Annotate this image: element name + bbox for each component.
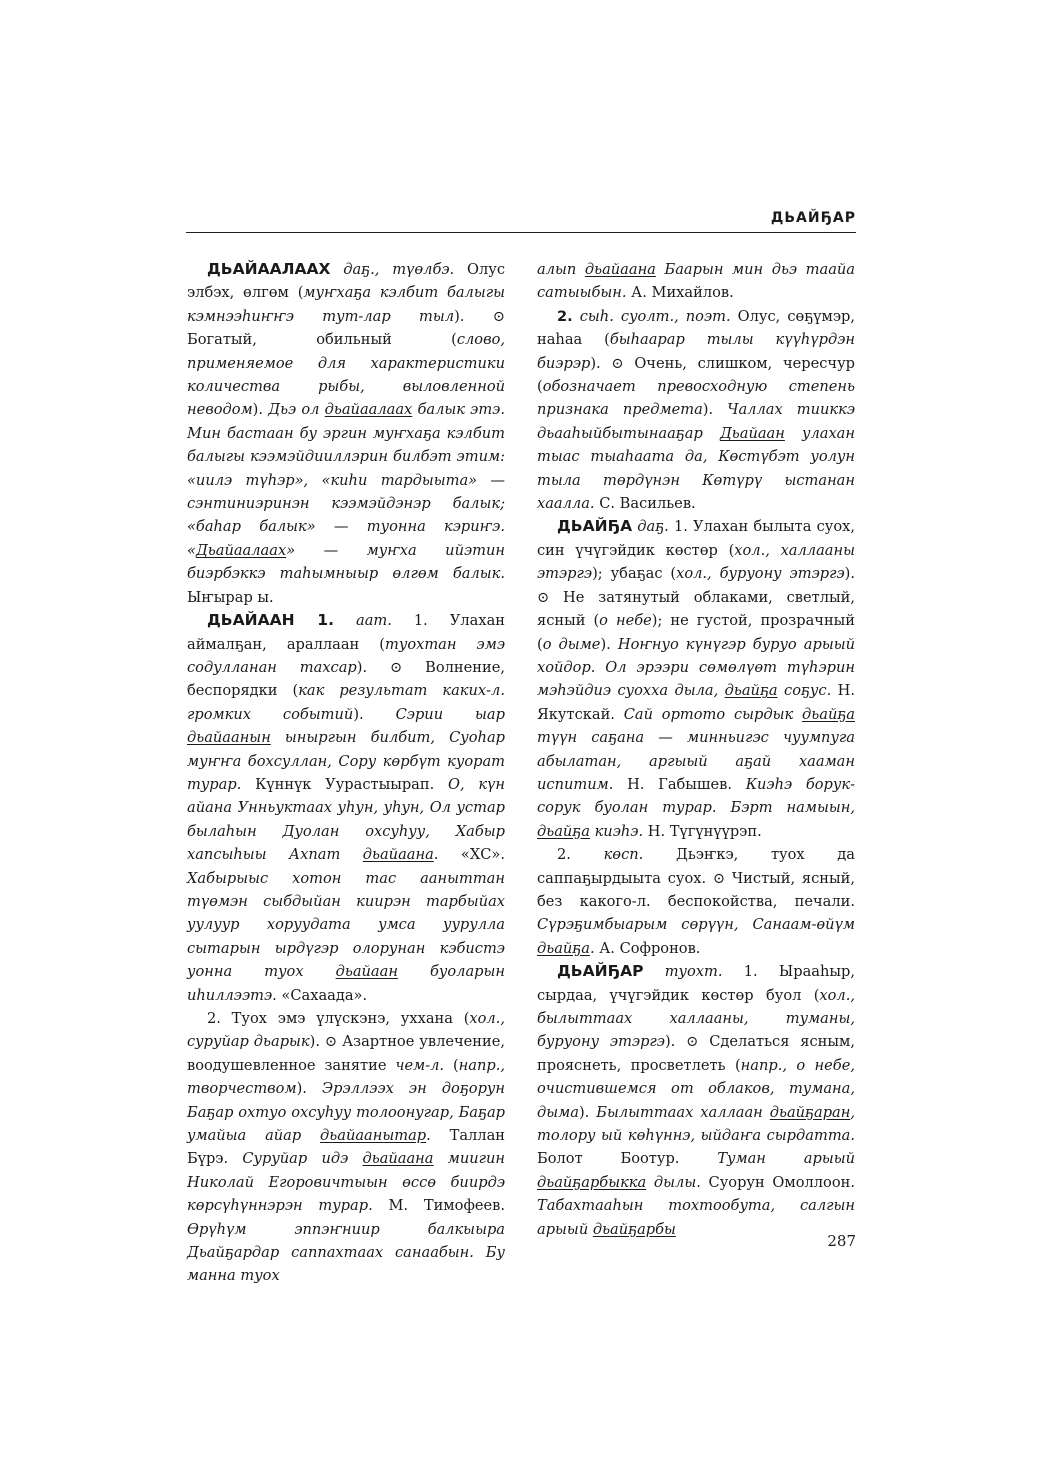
italic-text: ыныргын билбит, Суоһар муҥҥа бохсуллан, Сору көрбүт куорат турар.	[187, 729, 505, 793]
example-word: дьайаан	[335, 963, 398, 981]
text-run: ); убаҕас (	[592, 565, 677, 583]
example-word: дьайаана	[362, 846, 434, 864]
entry-paragraph	[537, 258, 855, 305]
left-column	[187, 258, 505, 1288]
text-run: Олус элбэх, өлгөм (	[187, 261, 505, 302]
italic-text: слово, применяемое для характеристики количества рыбы, выловленной неводом	[187, 331, 505, 419]
text-run: 1. Улахан былыта суох, син үчүгэйдик көстөр (	[537, 518, 855, 559]
italic-text: Сүрэҕимбыарым сөрүүн, Санаам-өйүм	[537, 916, 855, 934]
text-run: Болот Боотур.	[537, 1150, 718, 1168]
entry-paragraph	[187, 1007, 505, 1288]
example-word: дьайҕарбыкка	[537, 1173, 647, 1191]
entry-paragraph	[537, 305, 855, 516]
italic-text: , толору ый көһүннэ, ыйдаҥа сырдатта.	[537, 1103, 855, 1145]
text-run: М. Тимофеев.	[372, 1197, 505, 1215]
entry-paragraph	[537, 960, 855, 1241]
text-run: С. Васильев.	[594, 495, 696, 513]
italic-text: сыһ. суолт., поэт.	[579, 307, 731, 325]
text-run: ).	[600, 635, 618, 653]
italic-text: түүн саҕана — минньигэс чуумпуга абылатан, аргыый аҕай хааман испитим.	[537, 729, 855, 793]
italic-text: Чаллах тииккэ дьааһыйбытынааҕар	[537, 401, 855, 442]
text-run: 1. Улахан аймалҕан, араллаан (	[187, 612, 505, 653]
text-run: ). ⊙ Волнение, беспорядки (	[187, 658, 505, 700]
text-run: «Сахаада».	[276, 986, 368, 1004]
text-run: Дьэҥкэ, туох да саппаҕырдыыта суох. ⊙ Чистый, ясный, без какого-л. беспокойства, печали.	[537, 846, 855, 910]
text-run: Олус, сөҕүмэр, наһаа (	[537, 307, 855, 349]
text-run: А. Михайлов.	[626, 284, 734, 302]
italic-text: миигин Николай Егоровичтыын өссө биирдэ көрсүһүннэрэн турар.	[187, 1150, 505, 1215]
text-run: ).	[252, 401, 269, 419]
text-run: ). ⊙ Очень, слишком, чересчур (	[537, 354, 855, 396]
text-run: Ыҥырар ы.	[187, 588, 274, 606]
italic-text: улахан тыас тыаһаата да, Көстүбэт уолун тыла төрдүнэн Көтүрү ыстанан хаалла.	[537, 424, 855, 513]
example-word: дьайҕарбы	[592, 1220, 676, 1238]
headword: ДЬАЙААЛААХ	[207, 260, 331, 278]
italic-text: Былыттаах халлаан	[596, 1103, 770, 1121]
italic-text: Баарын мин дьэ таайа сатыыбын.	[537, 261, 856, 302]
headword: ДЬАЙААН 1.	[207, 611, 334, 630]
italic-text: киэһэ.	[589, 822, 644, 840]
italic-text: как результат каких-л. громких событий	[187, 682, 505, 723]
italic-text: көсп.	[603, 846, 644, 864]
italic-text: напр., творчеством	[187, 1056, 505, 1098]
text-run: ). ⊙ Богатый, обильный (	[187, 307, 505, 349]
text-run: А. Софронов.	[594, 939, 701, 957]
italic-text: туохт.	[664, 963, 723, 981]
italic-text: Сэрии ыар	[395, 705, 505, 723]
text-run	[573, 308, 580, 325]
italic-text: Табахтааһын тохтообута, салгын арыый	[537, 1197, 855, 1238]
italic-text: алып	[537, 261, 585, 278]
example-word: дьайаана	[584, 261, 656, 278]
entry-paragraph	[537, 515, 855, 843]
example-word: дьайаанын	[187, 729, 271, 747]
header-rule	[186, 232, 856, 233]
sense-number: 2.	[557, 307, 573, 325]
italic-text: .	[589, 939, 595, 957]
text-run: ). ⊙ Азартное увлечение, воодушевленное занятие	[187, 1033, 505, 1074]
example-word: дьайҕа	[537, 939, 590, 957]
text-run: ). ⊙ Не затянутый облаками, светлый, ясный (	[537, 565, 855, 630]
italic-text: Хабырыыс хотон тас ааныттан түөмэн сыбдыйан киирэн тарбыйах уулуур хоруудата умса уурулла сытарын ырдүгэр олорунан кэбистэ уонна туох	[187, 869, 505, 981]
italic-text: даҕ.	[637, 518, 669, 536]
text-run: Н. Габышев.	[613, 775, 746, 793]
text-run: 1. Ырааһыр, сырдаа, үчүгэйдик көстөр буол (	[537, 963, 855, 1004]
italic-text: Өрүһүм эппэҥнииp балкыыра Дьайҕардар саппахтаах санаабын. Бу манна туох	[187, 1220, 505, 1285]
example-word: дьайаалаах	[324, 401, 413, 419]
entry-paragraph	[187, 609, 505, 1007]
text-run: ). ⊙ Сделаться ясным, прояснеть, просветлеть (	[537, 1033, 855, 1074]
text-run: Суорун Омоллоон.	[700, 1173, 855, 1191]
italic-text: муҥхаҕа кэлбит балыгы кэмнээһиҥҥэ тут-лар тыл	[187, 284, 505, 325]
italic-text: туохтан эмэ содулланан тахсар	[187, 635, 505, 676]
italic-text: о дыме	[542, 635, 601, 653]
italic-text: о небе	[599, 612, 652, 630]
italic-text: соҕус.	[777, 682, 832, 700]
example-word: дьайаана	[362, 1150, 434, 1168]
italic-text: напр., о небе, очистившемся от облаков, тумана, дыма	[537, 1056, 855, 1121]
text-run: ).	[702, 401, 728, 419]
example-word: дьайҕа	[724, 682, 778, 700]
italic-text: .	[433, 846, 439, 864]
italic-text: хол., халлааны этэргэ	[537, 541, 855, 583]
italic-text: даҕ., түөлбэ.	[343, 261, 455, 278]
italic-text: балык этэ. Мин бастаан бу эргин муҥхаҕа кэлбит балыгы кээмэйдииллэрин билбэт этим: «иилэ түһэр», «киһи тардыыта» — сэнтиниэринэн кээмэйдэнэр балык; «баһар балык» — туонна кэриҥэ. «	[187, 401, 505, 559]
text-run: ).	[578, 1103, 597, 1121]
running-head: ДЬАЙҔАР	[770, 210, 856, 226]
italic-text: » — муҥха ийэтин биэрбэккэ таһымныыр өлгөм балык.	[187, 541, 505, 583]
example-word: Дьайаалаах	[195, 541, 287, 559]
italic-text: хол., буруону этэргэ	[676, 565, 845, 583]
text-run: Күннүк Уурастыырап.	[241, 775, 448, 793]
italic-text: Туман арыый	[717, 1150, 856, 1168]
page-number: 287	[827, 1232, 856, 1250]
text-run: 2.	[557, 846, 604, 864]
italic-text: О, күн айана Унньуктаах уһун, уһун, Ол устар былаһын Дуолан охсуһуу, Хабыр хапсыһыы Ахпат	[187, 775, 505, 864]
italic-text: чем-л.	[395, 1056, 445, 1074]
right-column	[537, 258, 855, 1241]
text-run: Н. Түгүнүүрэп.	[643, 822, 762, 840]
text-run: ).	[296, 1080, 322, 1098]
italic-text: буоларын иһиллээтэ.	[187, 963, 505, 1004]
italic-text: Сай ортото сырдык	[623, 705, 803, 723]
italic-text: аат.	[356, 612, 392, 630]
italic-text: быһаарар тылы күүһүрдэн биэрэр	[537, 331, 855, 372]
example-word: дьайҕаран	[769, 1103, 851, 1121]
example-word: дьайаанытар	[320, 1127, 427, 1145]
text-run: Н. Якутскай.	[537, 682, 855, 723]
text-run: (	[444, 1056, 459, 1074]
example-word: дьайҕа	[802, 705, 855, 723]
italic-text: Ноҥнуо күнүгэр буруо арыый хойдор. Ол эрээри сөмөлүөт түһэрин мэһэйдиэ суоххa дыла,	[537, 635, 855, 700]
italic-text: хол., былыттаах халлааны, туманы, буруону этэргэ	[537, 986, 855, 1051]
text-run: ); не густой, прозрачный (	[537, 612, 856, 653]
italic-text: Киэһэ борук-сорук буолан турар. Бэрт намыын,	[537, 775, 856, 817]
text-run	[643, 963, 664, 980]
italic-text: хол., суруйар дьарык	[187, 1010, 505, 1051]
headword: ДЬАЙҔА	[557, 517, 633, 536]
headword: ДЬАЙҔАР	[557, 962, 644, 981]
italic-text: Суруйар идэ	[242, 1150, 363, 1168]
text-run	[330, 261, 343, 278]
text-run: «ХС».	[438, 846, 505, 864]
example-word: дьайҕа	[537, 822, 590, 840]
italic-text: дылы.	[646, 1173, 701, 1191]
italic-text: Дьэ ол	[268, 401, 325, 419]
italic-text: обозначает превосходную степень признака предмета	[537, 378, 855, 419]
text-run: . Таллан Бүрэ.	[187, 1127, 505, 1168]
example-word: Дьайаан	[719, 424, 785, 442]
entry-paragraph	[187, 258, 505, 609]
text-run: 2. Туох эмэ үлүскэнэ, уххана (	[207, 1010, 470, 1027]
text-run: ).	[353, 705, 396, 723]
entry-paragraph	[537, 843, 855, 960]
italic-text: Эрэллээх эн доҕорун Баҕар охтуо охсуһуу толоонугар, Баҕар умайыа айар	[187, 1080, 505, 1145]
text-run	[334, 612, 356, 629]
